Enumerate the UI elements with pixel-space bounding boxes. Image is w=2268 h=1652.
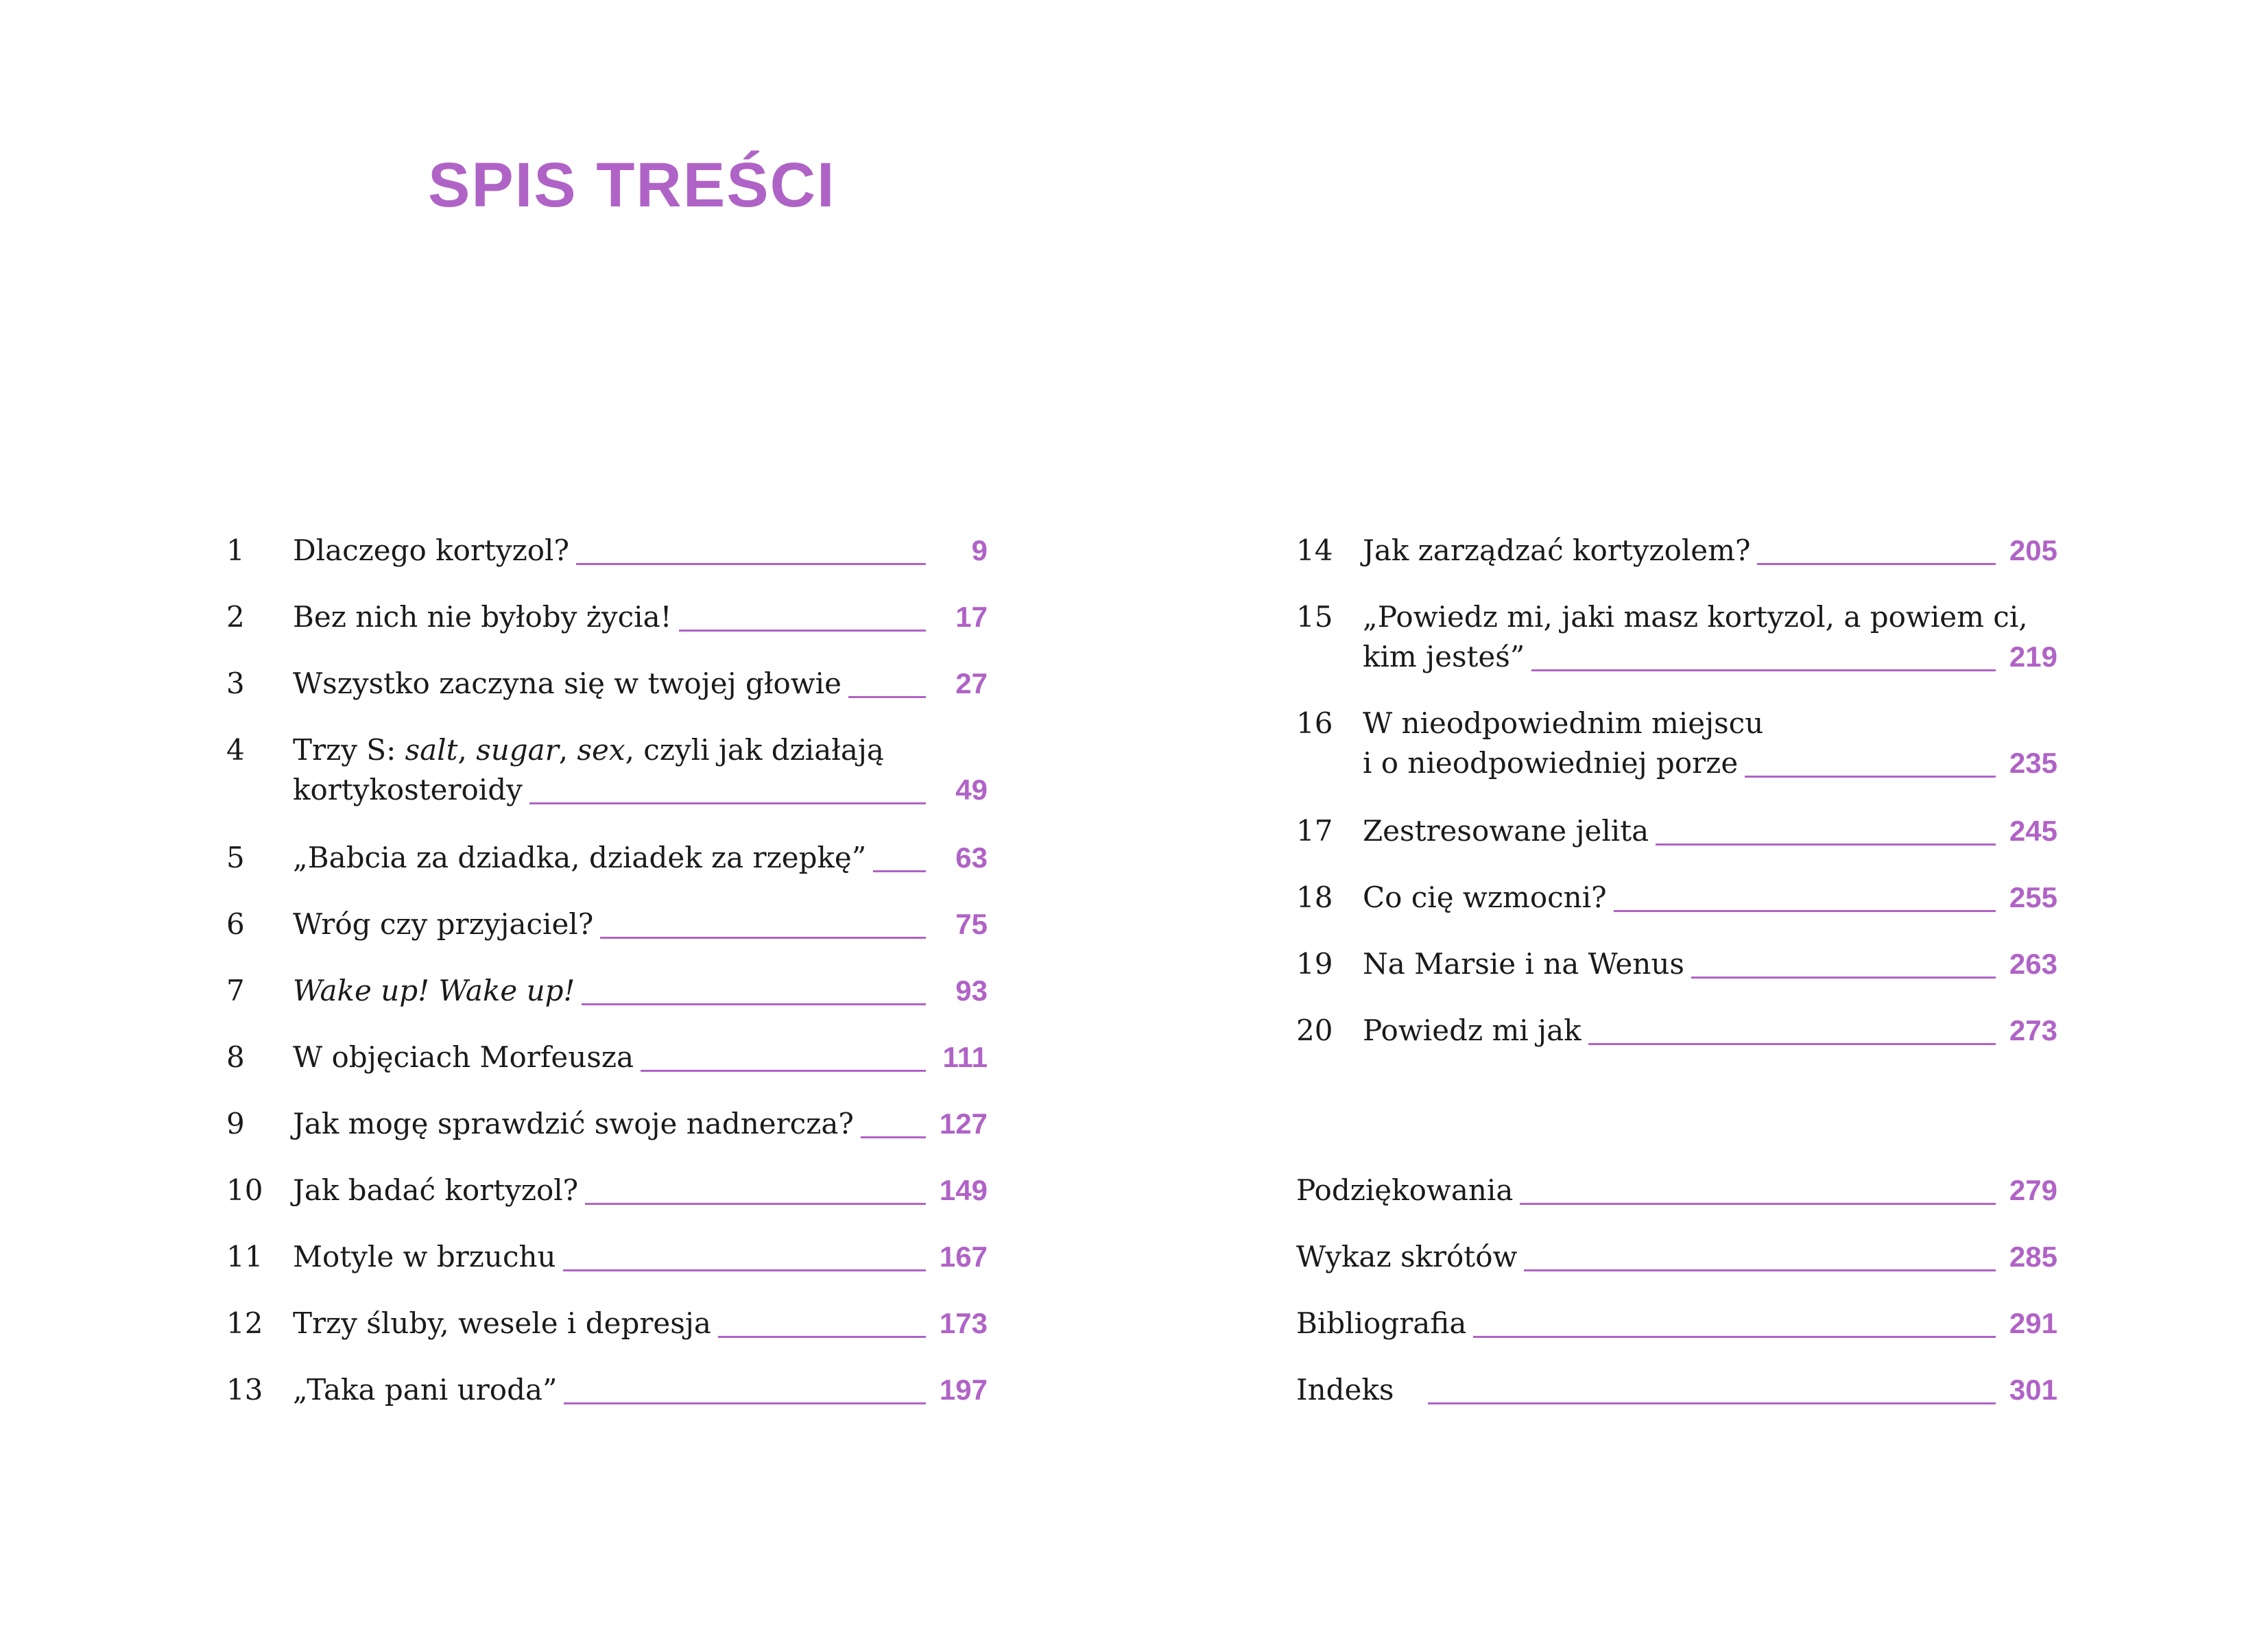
dot-leader (1691, 977, 1996, 979)
title-italic-sugar: sugar (476, 733, 559, 767)
toc-entry-chapter-4[interactable] (226, 730, 988, 810)
chapter-number: 6 (226, 907, 245, 941)
dot-leader (563, 1269, 926, 1271)
chapter-number: 11 (226, 1240, 263, 1273)
title-italic-salt: salt (405, 733, 458, 767)
chapter-title-line-2: i o nieodpowiedniej porze (1363, 746, 1739, 780)
toc-entry-indeks[interactable] (1296, 1370, 2057, 1410)
chapter-title-line-2: kortykosteroidy (293, 773, 523, 806)
page-number: 197 (939, 1374, 988, 1406)
chapter-title-line-1: „Powiedz mi, jaki masz kortyzol, a powiem ci, (1363, 600, 2028, 634)
page-number: 63 (955, 841, 988, 874)
dot-leader (529, 802, 926, 804)
chapter-title: „Taka pani uroda” (293, 1373, 558, 1406)
dot-leader (679, 630, 926, 632)
page-number: 273 (2009, 1014, 2057, 1046)
chapter-number: 16 (1296, 706, 1333, 740)
chapter-title: Dlaczego kortyzol? (293, 534, 569, 567)
dot-leader (873, 870, 926, 872)
page-number: 93 (955, 974, 988, 1007)
dot-leader (1745, 776, 1996, 778)
chapter-number: 17 (1296, 814, 1333, 848)
toc-entry-chapter-15[interactable] (1296, 597, 2057, 677)
dot-leader (641, 1070, 926, 1072)
page-number: 111 (942, 1041, 988, 1073)
back-matter-title: Bibliografia (1296, 1306, 1467, 1340)
toc-entry-chapter-13[interactable] (226, 1370, 988, 1410)
chapter-title: „Babcia za dziadka, dziadek za rzepkę” (293, 841, 867, 874)
page-number: 167 (939, 1241, 988, 1273)
page-number: 235 (2009, 747, 2057, 779)
chapter-title-line-1 (293, 730, 926, 770)
chapter-title: Wróg czy przyjaciel? (293, 907, 594, 941)
page-number: 219 (2009, 641, 2057, 673)
chapter-title: Zestresowane jelita (1363, 814, 1649, 848)
chapter-title: Na Marsie i na Wenus (1363, 947, 1684, 981)
dot-leader (585, 1203, 926, 1205)
chapter-title: Jak mogę sprawdzić swoje nadnercza? (293, 1107, 854, 1140)
page-number: 149 (939, 1174, 988, 1206)
toc-entry-chapter-9[interactable] (226, 1104, 988, 1144)
toc-entry-chapter-7[interactable] (226, 971, 988, 1011)
dot-leader (848, 696, 926, 698)
chapter-number: 19 (1296, 947, 1333, 981)
chapter-number: 5 (226, 841, 245, 874)
page-number: 205 (2009, 534, 2057, 566)
toc-entry-chapter-12[interactable] (226, 1304, 988, 1343)
page-number: 127 (939, 1108, 988, 1140)
dot-leader (576, 563, 926, 565)
page-number: 173 (939, 1307, 988, 1339)
toc-entry-chapter-17[interactable] (1296, 811, 2057, 851)
dot-leader (1520, 1203, 1996, 1205)
page-number: 263 (2009, 948, 2057, 980)
dot-leader (861, 1136, 926, 1138)
title-text: , (457, 733, 477, 767)
dot-leader (1588, 1043, 1996, 1045)
page-number: 291 (2009, 1307, 2057, 1339)
toc-entry-chapter-16[interactable] (1296, 704, 2057, 783)
toc-entry-chapter-14[interactable] (1296, 531, 2057, 571)
chapter-title: Trzy śluby, wesele i depresja (293, 1306, 711, 1340)
chapter-title: Bez nich nie byłoby życia! (293, 600, 672, 634)
toc-entry-podziekowania[interactable] (1296, 1171, 2057, 1210)
chapter-number: 10 (226, 1173, 263, 1207)
dot-leader (564, 1402, 926, 1404)
chapter-number: 14 (1296, 534, 1333, 567)
dot-leader (1614, 910, 1996, 912)
page-number: 27 (955, 667, 988, 699)
chapter-title: Powiedz mi jak (1363, 1014, 1581, 1047)
page-number: 301 (2009, 1374, 2057, 1406)
title-text: Trzy S: (293, 733, 405, 767)
toc-entry-chapter-3[interactable] (226, 664, 988, 704)
page-number: 75 (955, 908, 988, 940)
chapter-title-line-1: W nieodpowiednim miejscu (1363, 706, 1764, 740)
page-number: 255 (2009, 881, 2057, 913)
dot-leader (1656, 843, 1996, 846)
title-text: , (558, 733, 577, 767)
back-matter-title: Indeks (1296, 1373, 1394, 1406)
page-title: SPIS TREŚCI (428, 150, 836, 220)
title-italic-sex: sex (577, 733, 625, 767)
chapter-number: 13 (226, 1373, 263, 1406)
toc-entry-chapter-2[interactable] (226, 597, 988, 637)
back-matter-title: Wykaz skrótów (1296, 1240, 1518, 1273)
page-number: 285 (2009, 1241, 2057, 1273)
chapter-title: Wszystko zaczyna się w twojej głowie (293, 667, 841, 700)
chapter-number: 4 (226, 733, 245, 767)
dot-leader (1524, 1269, 1996, 1271)
page-number: 49 (955, 774, 988, 806)
back-matter-title: Podziękowania (1296, 1173, 1514, 1207)
page-number: 17 (955, 601, 988, 633)
dot-leader (718, 1336, 926, 1338)
toc-entry-chapter-1[interactable] (226, 531, 988, 571)
chapter-title: Co cię wzmocni? (1363, 881, 1607, 914)
toc-entry-chapter-8[interactable] (226, 1038, 988, 1077)
chapter-number: 8 (226, 1040, 245, 1074)
chapter-title: Motyle w brzuchu (293, 1240, 556, 1273)
toc-entry-chapter-19[interactable] (1296, 944, 2057, 984)
dot-leader (1428, 1402, 1996, 1404)
toc-entry-chapter-5[interactable] (226, 838, 988, 878)
dot-leader (600, 937, 926, 939)
dot-leader (582, 1003, 926, 1005)
chapter-number: 2 (226, 600, 245, 634)
chapter-title: Jak badać kortyzol? (293, 1173, 579, 1207)
chapter-title: W objęciach Morfeusza (293, 1040, 634, 1074)
toc-entry-wykaz-skrotow[interactable] (1296, 1237, 2057, 1277)
page-number: 279 (2009, 1174, 2057, 1206)
title-text: , czyli jak działają (625, 733, 884, 767)
chapter-number: 12 (226, 1306, 263, 1340)
page-number: 245 (2009, 815, 2057, 847)
toc-entry-chapter-6[interactable] (226, 905, 988, 944)
dot-leader (1757, 563, 1996, 565)
chapter-title: Wake up! Wake up! (293, 974, 575, 1007)
toc-entry-bibliografia[interactable] (1296, 1304, 2057, 1343)
chapter-number: 9 (226, 1107, 245, 1140)
chapter-number: 15 (1296, 600, 1333, 634)
page-number: 9 (971, 534, 988, 566)
chapter-number: 1 (226, 534, 245, 567)
chapter-title: Jak zarządzać kortyzolem? (1363, 534, 1751, 567)
toc-entry-chapter-20[interactable] (1296, 1011, 2057, 1051)
chapter-number: 20 (1296, 1014, 1333, 1047)
chapter-title-line-2: kim jesteś” (1363, 640, 1525, 673)
toc-entry-chapter-10[interactable] (226, 1171, 988, 1210)
chapter-number: 3 (226, 667, 245, 700)
dot-leader (1531, 669, 1996, 671)
chapter-number: 7 (226, 974, 245, 1007)
toc-entry-chapter-11[interactable] (226, 1237, 988, 1277)
chapter-number: 18 (1296, 881, 1333, 914)
toc-entry-chapter-18[interactable] (1296, 878, 2057, 918)
dot-leader (1473, 1336, 1996, 1338)
